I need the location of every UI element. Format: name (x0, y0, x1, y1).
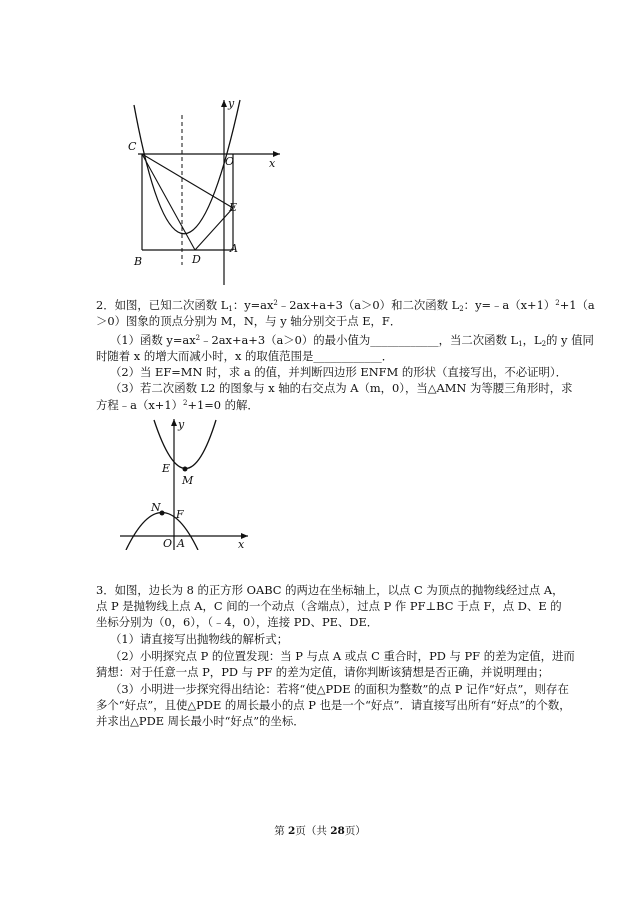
p3-line-3: 坐标分别为（0，6），（﹣4，0），连接 PD、PE、DE． (96, 615, 379, 629)
page-total: 28 (330, 825, 345, 837)
y-axis-arrow (221, 100, 227, 107)
point-m (183, 467, 188, 472)
p3-line-5: （2）小明探究点 P 的位置发现：当 P 与点 A 或点 C 重合时，PD 与 PF 的差为定值，进而 (110, 649, 575, 663)
y-axis-arrow (171, 419, 177, 426)
label-o: O (225, 155, 235, 168)
label-m: M (182, 474, 194, 487)
segment-de (195, 208, 233, 250)
label-y: y (228, 97, 235, 110)
label-b: B (134, 255, 143, 268)
p2-line-2: ＞0）图象的顶点分别为 M，N，与 y 轴分别交于点 E，F． (96, 314, 402, 328)
p3-line-9: 并求出△PDE 周长最小时“好点”的坐标． (96, 714, 305, 728)
p2-line-1: 2．如图，已知二次函数 $L_1$：$y=ax^2﹣2ax+a+3(a>0)$和二次函数 $L_2$：$y=﹣a(x+1)^2+1(a$ (96, 298, 595, 313)
answer-blank-2: ____________ (313, 349, 382, 363)
figure-square-parabola (120, 95, 285, 285)
p2-line-3: （1）函数 $y=ax^2﹣2ax+a+3(a>0)$的最小值为____________，当二次函数 $L_1$，$L_2$的 y 值同 (110, 333, 594, 348)
parabola-l2 (126, 513, 198, 551)
label-f: F (176, 508, 184, 521)
label-a: A (177, 537, 185, 550)
p2-line-7: 方程$﹣a(x+1)^2+1=0$ 的解． (96, 398, 259, 412)
label-x: x (238, 538, 245, 550)
page-footer: 第 2页（共 28页） (274, 825, 366, 837)
label-o: O (163, 537, 173, 550)
p2-line-5: （2）当 EF=MN 时，求 a 的值，并判断四边形 ENFM 的形状（直接写出，不必证明）． (110, 365, 568, 379)
label-a: A (230, 242, 238, 255)
segment-cd (142, 154, 195, 250)
page-number: 2 (288, 825, 296, 837)
figure-two-parabolas-svg (120, 415, 255, 550)
segment-ce (142, 154, 233, 208)
figure-square-parabola-svg (120, 95, 285, 285)
label-n: N (151, 501, 161, 514)
p2-line-4: 时随着 x 的增大而减小时，x 的取值范围是____________． (96, 349, 394, 363)
p3-line-7: （3）小明进一步探究得出结论：若将“使△PDE 的面积为整数”的点 P 记作“好点”，则存在 (110, 682, 569, 696)
p3-line-8: 多个“好点”，且使△PDE 的周长最小的点 P 也是一个“好点”．请直接写出所有“好点”的个数， (96, 698, 571, 712)
label-e: E (162, 462, 171, 475)
p3-line-2: 点 P 是抛物线上点 A，C 间的一个动点（含端点），过点 P 作 PF⊥BC 于点 F，点 D、E 的 (96, 599, 562, 613)
label-e: E (229, 201, 238, 214)
answer-blank-1: ____________ (370, 333, 439, 347)
label-c: C (128, 140, 137, 153)
label-y: y (178, 418, 185, 431)
p3-line-6: 猜想：对于任意一点 P，PD 与 PF 的差为定值，请你判断该猜想是否正确，并说明理由； (96, 665, 550, 679)
label-d: D (192, 253, 201, 266)
p3-line-4: （1）请直接写出抛物线的解析式； (110, 632, 289, 646)
p2-line-6: （3）若二次函数 L2 的图象与 x 轴的右交点为 A（m，0），当△AMN 为等腰三角形时，求 (110, 381, 573, 395)
figure-two-parabolas (120, 415, 255, 550)
p3-line-1: 3．如图，边长为 8 的正方形 OABC 的两边在坐标轴上，以点 C 为顶点的抛物线经过点 A， (96, 583, 564, 597)
label-x: x (269, 157, 276, 170)
